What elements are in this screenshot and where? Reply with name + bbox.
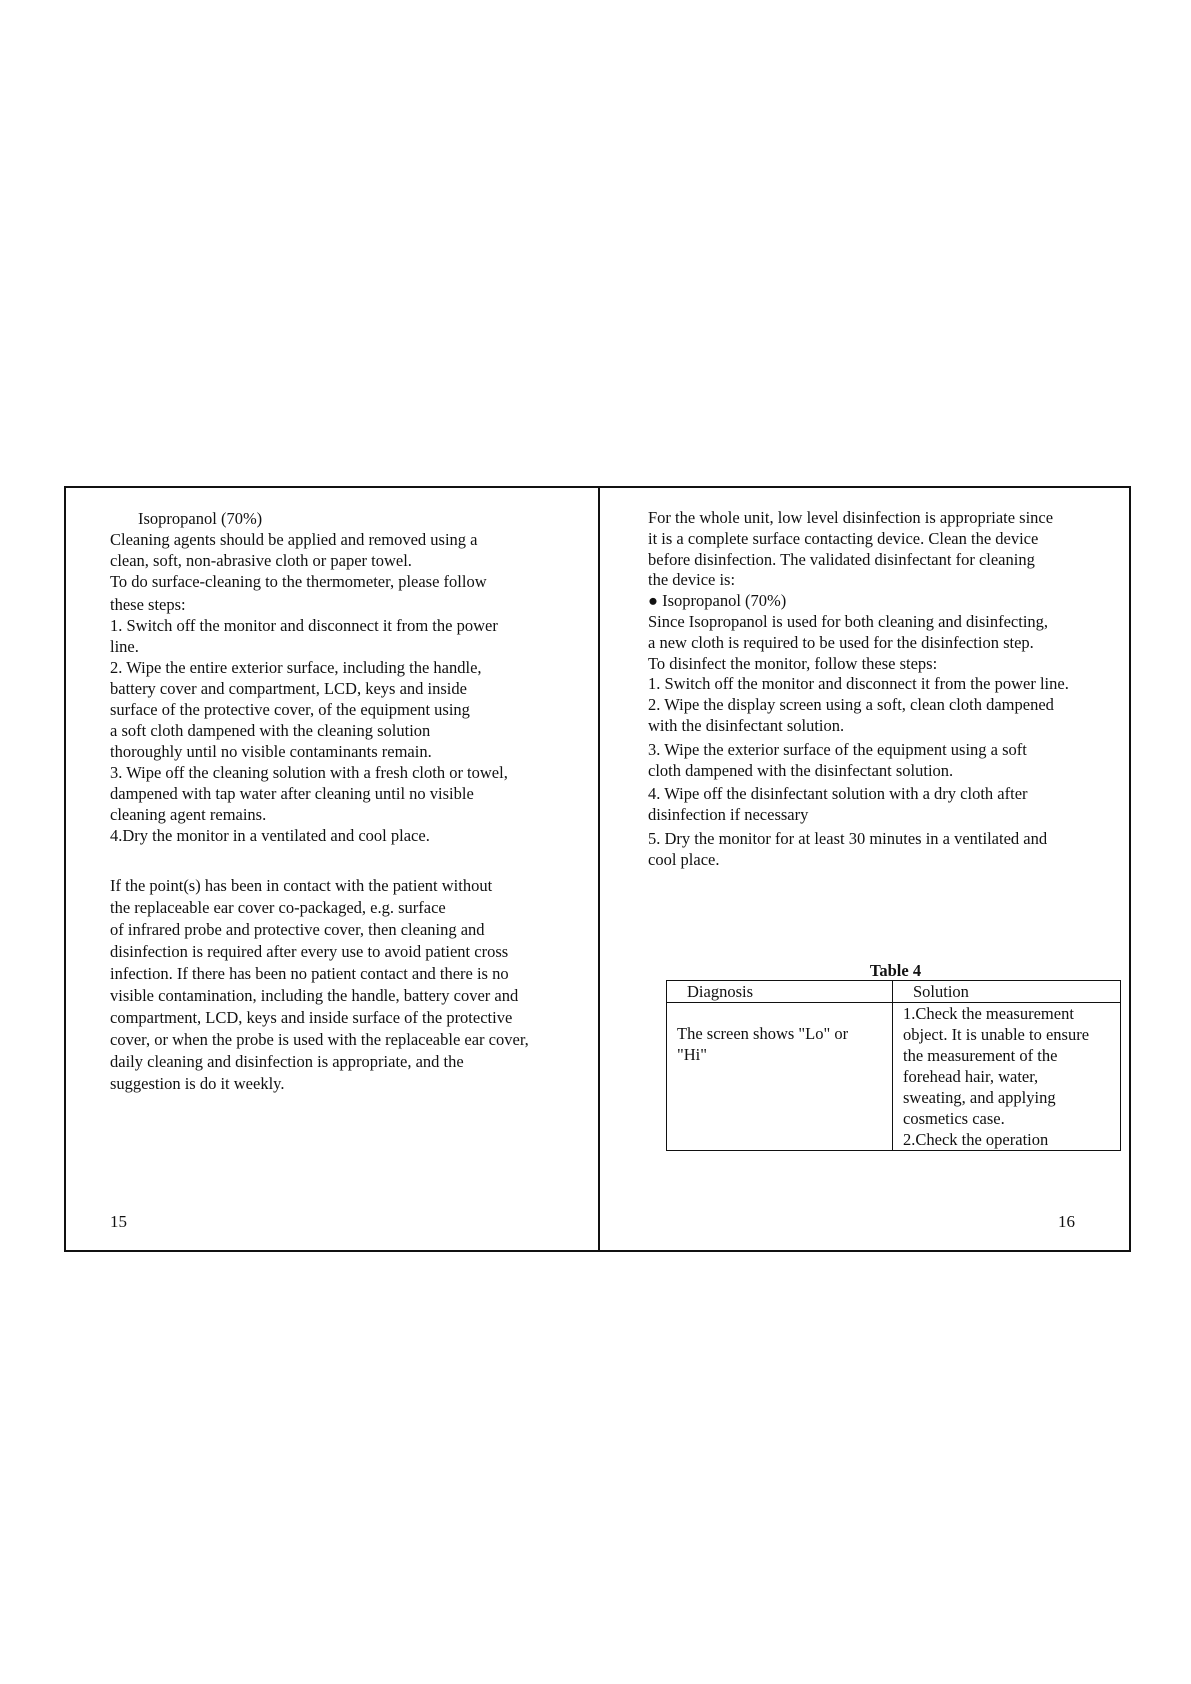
text-line: infection. If there has been no patient contact and there is no <box>110 964 509 983</box>
solution-line: object. It is unable to ensure <box>903 1025 1090 1044</box>
booklet-spread <box>64 486 1131 1252</box>
disinfection-instructions <box>648 508 1069 871</box>
text-line: If the point(s) has been in contact with the patient without <box>110 876 493 895</box>
solution-line: 1.Check the measurement <box>903 1004 1074 1023</box>
text-line: Cleaning agents should be applied and removed using a <box>110 530 478 549</box>
header-solution: Solution <box>893 981 1121 1003</box>
text-line: 4. Wipe off the disinfectant solution with a dry cloth after <box>648 784 1028 804</box>
page-16 <box>600 488 1131 1250</box>
text-line: 2. Wipe the display screen using a soft, clean cloth dampened <box>648 695 1054 715</box>
solution-line: sweating, and applying <box>903 1088 1056 1107</box>
solution-line: 2.Check the operation <box>903 1130 1049 1149</box>
text-line: cleaning agent remains. <box>110 805 267 824</box>
text-line: a soft cloth dampened with the cleaning solution <box>110 721 431 740</box>
text-line: it is a complete surface contacting device. Clean the device <box>648 528 1039 548</box>
text-line: the replaceable ear cover co-packaged, e.g. surface <box>110 898 446 917</box>
text-line: 5. Dry the monitor for at least 30 minutes in a ventilated and <box>648 828 1048 848</box>
text-line: 2. Wipe the entire exterior surface, including the handle, <box>110 658 482 677</box>
text-line: cloth dampened with the disinfectant solution. <box>648 760 954 780</box>
solution-line: cosmetics case. <box>903 1109 1005 1128</box>
header-diagnosis: Diagnosis <box>667 981 893 1003</box>
text-line: 3. Wipe the exterior surface of the equipment using a soft <box>648 739 1027 759</box>
text-line: cover, or when the probe is used with the replaceable ear cover, <box>110 1030 529 1049</box>
text-line: For the whole unit, low level disinfection is appropriate since <box>648 508 1054 527</box>
text-line: ● Isopropanol (70%) <box>648 591 787 611</box>
text-line: To do surface-cleaning to the thermometer, please follow <box>110 572 487 591</box>
text-line: dampened with tap water after cleaning until no visible <box>110 784 474 803</box>
text-line: the device is: <box>648 570 736 590</box>
cleaning-instructions <box>110 508 508 846</box>
solution-line: forehead hair, water, <box>903 1067 1039 1086</box>
text-line: clean, soft, non-abrasive cloth or paper towel. <box>110 551 412 570</box>
text-line: 3. Wipe off the cleaning solution with a fresh cloth or towel, <box>110 763 508 782</box>
text-line: 1. Switch off the monitor and disconnect it from the power <box>110 616 498 635</box>
text-line: cool place. <box>648 849 720 869</box>
text-line: To disinfect the monitor, follow these steps: <box>648 653 938 673</box>
text-line: Since Isopropanol is used for both cleaning and disinfecting, <box>648 611 1049 631</box>
text-line: before disinfection. The validated disinfectant for cleaning <box>648 549 1035 569</box>
diagnosis-cell: The screen shows "Lo" or "Hi" <box>667 1003 893 1151</box>
text-line: suggestion is do it weekly. <box>110 1074 285 1093</box>
text-line: of infrared probe and protective cover, then cleaning and <box>110 920 485 939</box>
table-row <box>667 1003 1121 1151</box>
text-line: daily cleaning and disinfection is appropriate, and the <box>110 1052 464 1071</box>
page-number: 15 <box>110 1212 127 1231</box>
text-line: 1. Switch off the monitor and disconnect it from the power line. <box>648 674 1069 694</box>
text-line: disinfection if necessary <box>648 805 809 825</box>
text-line: battery cover and compartment, LCD, keys and inside <box>110 679 467 698</box>
text-line: Isopropanol (70%) <box>138 509 263 528</box>
text-line: surface of the protective cover, of the equipment using <box>110 700 470 719</box>
page-15 <box>66 488 598 1250</box>
text-line: compartment, LCD, keys and inside surface of the protective <box>110 1008 513 1027</box>
table-header-row <box>667 981 1121 1003</box>
page-number: 16 <box>1058 1212 1075 1231</box>
text-line: line. <box>110 637 139 656</box>
text-line: these steps: <box>110 595 186 614</box>
text-line: 4.Dry the monitor in a ventilated and cool place. <box>110 826 430 845</box>
solution-cell <box>893 1003 1121 1151</box>
disinfection-note <box>110 875 529 1095</box>
solution-line: the measurement of the <box>903 1046 1058 1065</box>
text-line: with the disinfectant solution. <box>648 715 845 735</box>
text-line: a new cloth is required to be used for the disinfection step. <box>648 632 1034 652</box>
diagnosis-table <box>666 980 1121 1151</box>
text-line: thoroughly until no visible contaminants remain. <box>110 742 432 761</box>
table-title: Table 4 <box>869 961 922 980</box>
text-line: visible contamination, including the handle, battery cover and <box>110 986 519 1005</box>
text-line: disinfection is required after every use to avoid patient cross <box>110 942 509 961</box>
